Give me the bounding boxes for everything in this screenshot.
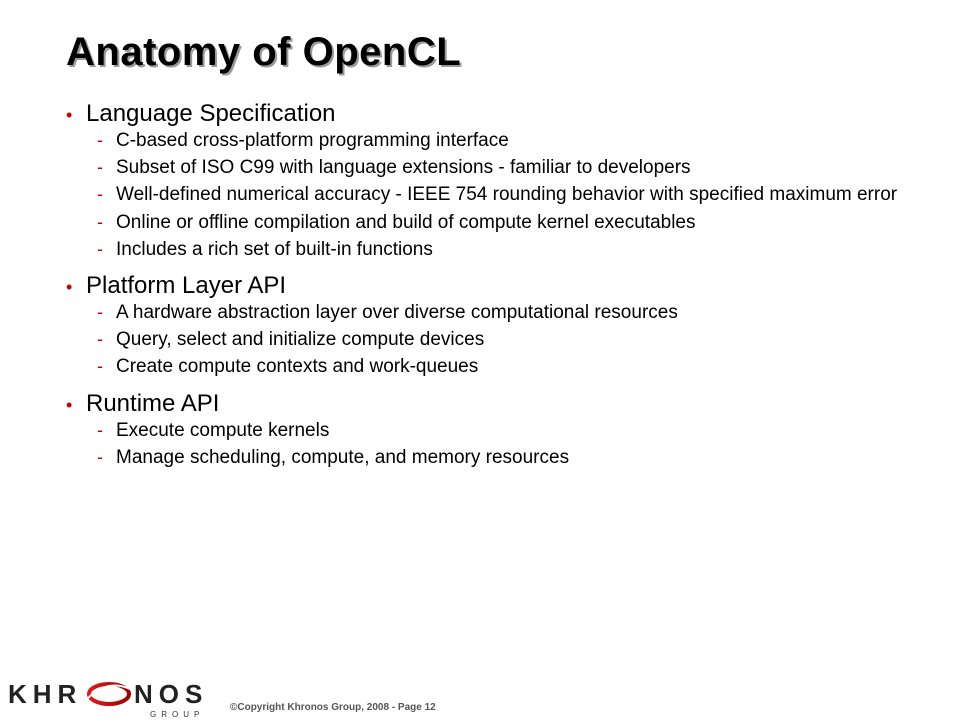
bullet-icon: • <box>66 105 73 125</box>
bullet-icon: • <box>66 276 73 297</box>
svg-text:GROUP: GROUP <box>150 710 205 719</box>
list-item-text: A hardware abstraction layer over diverse computational resources <box>116 301 678 323</box>
dash-icon: - <box>97 211 103 232</box>
sub-list <box>66 130 946 266</box>
list-item <box>97 329 946 356</box>
list-item <box>97 302 946 329</box>
section-heading: Platform Layer API <box>86 271 287 299</box>
section-heading-row <box>66 390 946 420</box>
section-heading-row <box>66 272 946 302</box>
slide-content <box>66 100 946 480</box>
svg-text:KHR: KHR <box>8 679 83 709</box>
list-item <box>97 157 946 184</box>
dash-icon: - <box>97 301 103 322</box>
slide-title: Anatomy of OpenCL <box>66 30 462 74</box>
list-item <box>97 184 946 211</box>
list-item-text: Includes a rich set of built-in functions <box>116 238 433 260</box>
list-item <box>97 212 946 239</box>
section-heading: Runtime API <box>86 389 220 417</box>
dash-icon: - <box>97 419 103 440</box>
list-item-text: Query, select and initialize compute devices <box>116 329 485 351</box>
dash-icon: - <box>97 238 103 259</box>
list-item <box>97 420 946 447</box>
section-heading-row <box>66 100 946 130</box>
list-item <box>97 447 946 474</box>
bullet-icon: • <box>66 394 73 415</box>
list-item-text: C-based cross-platform programming interface <box>116 130 509 151</box>
section-heading: Language Specification <box>86 100 336 127</box>
copyright-text: ©Copyright Khronos Group, 2008 - Page 12 <box>230 702 436 713</box>
list-item-text: Execute compute kernels <box>116 419 330 441</box>
section-language-specification <box>66 100 946 266</box>
dash-icon: - <box>97 356 103 377</box>
list-item-text: Online or offline compilation and build of compute kernel executables <box>116 211 696 233</box>
sub-list <box>66 420 946 474</box>
svg-text:NOS: NOS <box>134 679 209 709</box>
list-item-text: Well-defined numerical accuracy - IEEE 754 rounding behavior with specified maximum error <box>116 184 898 206</box>
dash-icon: - <box>97 157 103 178</box>
section-runtime-api <box>66 390 946 474</box>
section-platform-layer-api <box>66 272 946 384</box>
dash-icon: - <box>97 446 103 467</box>
list-item-text: Subset of ISO C99 with language extensions - familiar to developers <box>116 157 691 179</box>
sub-list <box>66 302 946 384</box>
khronos-logo <box>8 676 218 720</box>
list-item <box>97 130 946 157</box>
list-item <box>97 356 946 383</box>
list-item-text: Manage scheduling, compute, and memory resources <box>116 446 570 468</box>
list-item-text: Create compute contexts and work-queues <box>116 356 479 378</box>
dash-icon: - <box>97 329 103 350</box>
list-item <box>97 239 946 266</box>
dash-icon: - <box>97 184 103 205</box>
dash-icon: - <box>97 130 103 150</box>
